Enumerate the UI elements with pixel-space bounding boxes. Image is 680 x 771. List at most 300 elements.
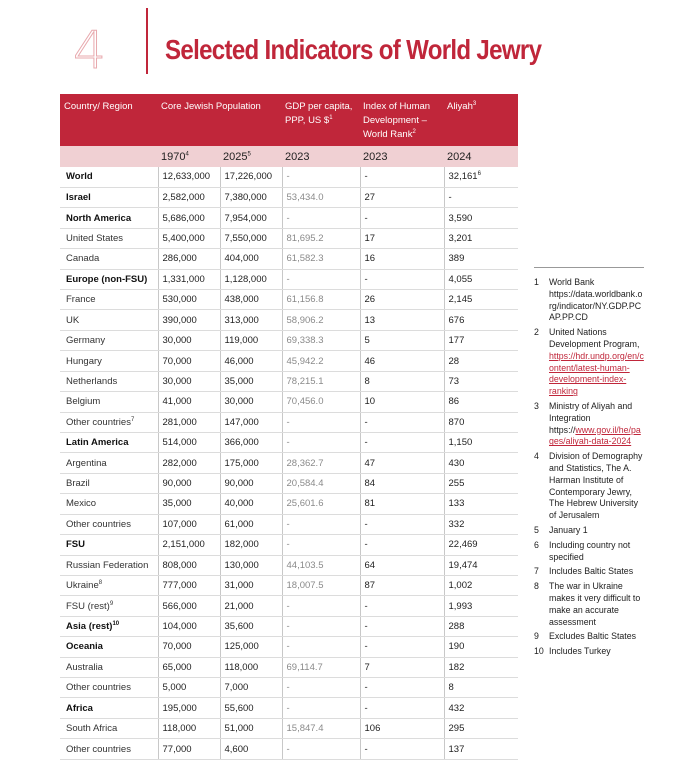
hdi-cell bbox=[360, 330, 444, 350]
aliyah-cell bbox=[444, 412, 518, 432]
gdp-cell bbox=[282, 637, 360, 657]
population-1970-cell bbox=[158, 718, 220, 738]
aliyah-cell-text: 295 bbox=[448, 723, 465, 735]
table-row bbox=[60, 739, 518, 759]
hdi-cell bbox=[360, 453, 444, 473]
gdp-cell bbox=[282, 371, 360, 391]
population-2025-cell-text: 175,000 bbox=[224, 457, 259, 469]
footnote-number: 8 bbox=[534, 581, 539, 592]
table-row bbox=[60, 575, 518, 595]
hdi-cell bbox=[360, 473, 444, 493]
population-2025-cell-text: 51,000 bbox=[224, 723, 254, 735]
hdi-cell bbox=[360, 596, 444, 616]
aliyah-cell bbox=[444, 555, 518, 575]
population-1970-cell-text: 107,000 bbox=[162, 518, 197, 530]
country-cell bbox=[60, 187, 158, 207]
population-1970-cell-text: 5,400,000 bbox=[162, 232, 205, 244]
population-2025-cell bbox=[220, 494, 282, 514]
aliyah-cell-text: 73 bbox=[448, 375, 460, 387]
gdp-cell bbox=[282, 698, 360, 718]
country-cell bbox=[60, 167, 158, 187]
country-cell-text: North America bbox=[66, 212, 132, 224]
population-1970-cell bbox=[158, 453, 220, 473]
hdi-cell-text: 27 bbox=[364, 192, 376, 204]
gdp-cell-text: - bbox=[286, 437, 290, 449]
table-row bbox=[60, 657, 518, 677]
table-row bbox=[60, 392, 518, 412]
page-title: Selected Indicators of World Jewry bbox=[165, 34, 542, 65]
footnote-text bbox=[549, 540, 644, 564]
gdp-cell-text: 45,942.2 bbox=[286, 355, 324, 367]
footnote-number: 2 bbox=[534, 327, 539, 338]
aliyah-cell bbox=[444, 351, 518, 371]
hdi-cell bbox=[360, 698, 444, 718]
gdp-cell-text: - bbox=[286, 682, 290, 694]
aliyah-cell-text: 8 bbox=[448, 682, 454, 694]
population-1970-cell bbox=[158, 575, 220, 595]
header-gdp bbox=[282, 94, 360, 146]
table-row bbox=[60, 718, 518, 738]
footnote-text-body: Excludes Baltic States bbox=[549, 631, 637, 642]
aliyah-cell bbox=[444, 596, 518, 616]
gdp-cell bbox=[282, 208, 360, 228]
gdp-cell bbox=[282, 596, 360, 616]
gdp-cell bbox=[282, 555, 360, 575]
country-cell-text: Oceania bbox=[66, 641, 103, 653]
population-1970-cell bbox=[158, 596, 220, 616]
gdp-cell bbox=[282, 228, 360, 248]
hdi-cell-text: 47 bbox=[364, 457, 376, 469]
gdp-cell-text: 70,456.0 bbox=[286, 396, 324, 408]
aliyah-cell-text: 389 bbox=[448, 253, 465, 265]
aliyah-cell-text: 430 bbox=[448, 457, 465, 469]
population-1970-cell-text: 118,000 bbox=[162, 723, 197, 735]
footnote-link[interactable]: www.gov.il/he/pages/aliyah-data-2024 bbox=[549, 424, 641, 447]
population-1970-cell bbox=[158, 432, 220, 452]
population-1970-cell-text: 5,000 bbox=[162, 682, 187, 694]
population-2025-cell bbox=[220, 575, 282, 595]
footnotes bbox=[534, 267, 644, 661]
population-2025-cell-text: 119,000 bbox=[224, 335, 259, 347]
aliyah-cell bbox=[444, 575, 518, 595]
hdi-cell bbox=[360, 718, 444, 738]
gdp-cell-text: 61,582.3 bbox=[286, 253, 324, 265]
country-cell bbox=[60, 555, 158, 575]
country-footnote-ref: 7 bbox=[130, 416, 135, 423]
population-2025-cell bbox=[220, 678, 282, 698]
header-gdp-sup: 1 bbox=[329, 114, 333, 121]
table-row bbox=[60, 535, 518, 555]
gdp-cell-text: - bbox=[286, 702, 290, 714]
population-1970-cell bbox=[158, 392, 220, 412]
population-2025-cell-text: 7,550,000 bbox=[224, 232, 267, 244]
gdp-cell-text: - bbox=[286, 273, 290, 285]
aliyah-cell-text: 177 bbox=[448, 335, 465, 347]
footnote-text bbox=[549, 646, 644, 658]
country-cell bbox=[60, 596, 158, 616]
country-cell-text: Russian Federation bbox=[66, 559, 149, 571]
country-cell-text: Brazil bbox=[66, 478, 90, 490]
gdp-cell-text: 69,338.3 bbox=[286, 335, 324, 347]
table-header-row bbox=[60, 94, 518, 146]
population-1970-cell bbox=[158, 208, 220, 228]
aliyah-cell-text: 1,150 bbox=[448, 437, 473, 449]
aliyah-cell bbox=[444, 657, 518, 677]
aliyah-cell-text: 22,469 bbox=[448, 539, 478, 551]
table-row bbox=[60, 412, 518, 432]
hdi-cell-text: 8 bbox=[364, 375, 370, 387]
country-cell bbox=[60, 228, 158, 248]
header-hdi-label: Index of Human Development – World Rank bbox=[363, 101, 431, 140]
population-2025-cell-text: 46,000 bbox=[224, 355, 254, 367]
population-2025-cell-text: 4,600 bbox=[224, 743, 249, 755]
gdp-cell-text: 61,156.8 bbox=[286, 294, 324, 306]
population-2025-cell-text: 438,000 bbox=[224, 294, 259, 306]
footnote-number: 6 bbox=[534, 539, 539, 550]
hdi-cell-text: - bbox=[364, 273, 368, 285]
table-row bbox=[60, 453, 518, 473]
population-1970-cell bbox=[158, 330, 220, 350]
hdi-cell-text: - bbox=[364, 518, 368, 530]
footnote-item bbox=[534, 540, 644, 564]
gdp-cell bbox=[282, 718, 360, 738]
hdi-cell-text: - bbox=[364, 600, 368, 612]
hdi-cell-text: 106 bbox=[364, 723, 381, 735]
population-2025-cell bbox=[220, 657, 282, 677]
aliyah-cell bbox=[444, 718, 518, 738]
population-1970-cell-text: 35,000 bbox=[162, 498, 192, 510]
hdi-cell-text: 10 bbox=[364, 396, 376, 408]
table-row bbox=[60, 616, 518, 636]
gdp-cell-text: - bbox=[286, 641, 290, 653]
gdp-cell-text: 28,362.7 bbox=[286, 457, 324, 469]
hdi-cell bbox=[360, 310, 444, 330]
aliyah-cell-text: 432 bbox=[448, 702, 465, 714]
country-cell bbox=[60, 698, 158, 718]
aliyah-cell-text: 19,474 bbox=[448, 559, 478, 571]
table-row bbox=[60, 678, 518, 698]
hdi-cell-text: - bbox=[364, 416, 368, 428]
country-cell bbox=[60, 371, 158, 391]
aliyah-cell bbox=[444, 678, 518, 698]
population-2025-cell bbox=[220, 351, 282, 371]
hdi-cell bbox=[360, 535, 444, 555]
hdi-cell bbox=[360, 167, 444, 187]
footnote-number: 10 bbox=[534, 646, 544, 657]
population-2025-cell bbox=[220, 555, 282, 575]
gdp-cell-text: - bbox=[286, 212, 290, 224]
country-cell-text: UK bbox=[66, 314, 80, 326]
population-2025-cell bbox=[220, 596, 282, 616]
country-cell-text: Other countries bbox=[66, 518, 131, 530]
country-cell-text: Ukraine bbox=[66, 580, 99, 592]
population-2025-cell-text: 17,226,000 bbox=[224, 171, 273, 183]
footnote-text bbox=[549, 401, 644, 448]
footnote-item bbox=[534, 277, 644, 324]
hdi-cell-text: - bbox=[364, 171, 368, 183]
gdp-cell-text: 78,215.1 bbox=[286, 375, 324, 387]
population-2025-cell-text: 147,000 bbox=[224, 416, 259, 428]
population-2025-cell bbox=[220, 453, 282, 473]
footnote-text bbox=[549, 277, 644, 324]
footnote-text bbox=[549, 327, 644, 398]
footnote-number: 1 bbox=[534, 277, 539, 287]
hdi-cell bbox=[360, 637, 444, 657]
footnote-link[interactable]: https://hdr.undp.org/en/content/latest-human-development-index-ranking bbox=[549, 350, 644, 397]
gdp-cell-text: 25,601.6 bbox=[286, 498, 324, 510]
country-cell-text: Mexico bbox=[66, 498, 97, 510]
population-2025-cell bbox=[220, 616, 282, 636]
gdp-cell bbox=[282, 249, 360, 269]
country-cell-text: Other countries bbox=[66, 682, 131, 694]
population-2025-cell bbox=[220, 535, 282, 555]
year-2025-label: 2025 bbox=[223, 150, 248, 163]
population-2025-cell bbox=[220, 187, 282, 207]
aliyah-cell-text: 676 bbox=[448, 314, 465, 326]
gdp-cell bbox=[282, 739, 360, 759]
country-cell bbox=[60, 473, 158, 493]
country-cell-text: Germany bbox=[66, 335, 106, 347]
country-footnote-ref: 10 bbox=[112, 620, 120, 627]
country-cell bbox=[60, 657, 158, 677]
population-2025-cell-text: 7,380,000 bbox=[224, 192, 267, 204]
country-cell bbox=[60, 616, 158, 636]
country-cell bbox=[60, 514, 158, 534]
population-1970-cell-text: 65,000 bbox=[162, 661, 192, 673]
table-body bbox=[60, 167, 518, 759]
hdi-cell bbox=[360, 616, 444, 636]
aliyah-cell bbox=[444, 187, 518, 207]
hdi-cell bbox=[360, 290, 444, 310]
population-2025-cell-text: 125,000 bbox=[224, 641, 259, 653]
hdi-cell-text: 64 bbox=[364, 559, 376, 571]
hdi-cell bbox=[360, 575, 444, 595]
population-2025-cell-text: 7,000 bbox=[224, 682, 249, 694]
aliyah-cell-text: 870 bbox=[448, 416, 465, 428]
gdp-cell-text: 15,847.4 bbox=[286, 723, 324, 735]
hdi-cell-text: 46 bbox=[364, 355, 376, 367]
hdi-cell-text: 5 bbox=[364, 335, 370, 347]
country-footnote-ref: 8 bbox=[98, 579, 103, 586]
country-cell-text: Belgium bbox=[66, 396, 101, 408]
aliyah-cell bbox=[444, 494, 518, 514]
population-1970-cell-text: 70,000 bbox=[162, 355, 192, 367]
population-1970-cell bbox=[158, 514, 220, 534]
population-2025-cell bbox=[220, 208, 282, 228]
country-cell-text: United States bbox=[66, 232, 124, 244]
aliyah-cell-text: 3,201 bbox=[448, 232, 473, 244]
hdi-cell-text: - bbox=[364, 620, 368, 632]
population-2025-cell bbox=[220, 637, 282, 657]
population-1970-cell bbox=[158, 473, 220, 493]
footnote-text-body: Including country not specified bbox=[549, 539, 631, 562]
hdi-cell-text: 7 bbox=[364, 661, 370, 673]
footnote-item bbox=[534, 581, 644, 628]
table-row bbox=[60, 371, 518, 391]
population-1970-cell-text: 390,000 bbox=[162, 314, 197, 326]
gdp-cell bbox=[282, 494, 360, 514]
population-2025-cell bbox=[220, 739, 282, 759]
table-row bbox=[60, 208, 518, 228]
gdp-cell bbox=[282, 657, 360, 677]
hdi-cell-text: - bbox=[364, 437, 368, 449]
country-cell-text: Australia bbox=[66, 661, 103, 673]
aliyah-cell bbox=[444, 269, 518, 289]
hdi-cell bbox=[360, 392, 444, 412]
population-2025-cell bbox=[220, 698, 282, 718]
year-2025-sup: 5 bbox=[247, 150, 251, 157]
population-1970-cell bbox=[158, 698, 220, 718]
table-row bbox=[60, 473, 518, 493]
population-1970-cell-text: 282,000 bbox=[162, 457, 197, 469]
population-2025-cell bbox=[220, 269, 282, 289]
hdi-cell-text: - bbox=[364, 539, 368, 551]
gdp-cell-text: - bbox=[286, 171, 290, 183]
table-row bbox=[60, 187, 518, 207]
hdi-cell bbox=[360, 249, 444, 269]
table-row bbox=[60, 432, 518, 452]
population-2025-cell bbox=[220, 473, 282, 493]
population-2025-cell-text: 1,128,000 bbox=[224, 273, 267, 285]
aliyah-cell bbox=[444, 698, 518, 718]
hdi-cell-text: - bbox=[364, 641, 368, 653]
population-1970-cell-text: 70,000 bbox=[162, 641, 192, 653]
hdi-cell bbox=[360, 432, 444, 452]
hdi-cell bbox=[360, 228, 444, 248]
gdp-cell bbox=[282, 167, 360, 187]
table-row bbox=[60, 290, 518, 310]
gdp-cell bbox=[282, 351, 360, 371]
footnote-item bbox=[534, 327, 644, 398]
gdp-cell-text: 18,007.5 bbox=[286, 580, 324, 592]
population-2025-cell-text: 21,000 bbox=[224, 600, 254, 612]
table-row bbox=[60, 249, 518, 269]
country-cell bbox=[60, 432, 158, 452]
population-1970-cell bbox=[158, 555, 220, 575]
hdi-cell-text: 16 bbox=[364, 253, 376, 265]
footnote-item bbox=[534, 566, 644, 578]
population-2025-cell-text: 404,000 bbox=[224, 253, 259, 265]
population-1970-cell bbox=[158, 167, 220, 187]
country-cell-text: Argentina bbox=[66, 457, 107, 469]
population-1970-cell bbox=[158, 412, 220, 432]
hdi-cell bbox=[360, 371, 444, 391]
aliyah-cell bbox=[444, 167, 518, 187]
population-2025-cell-text: 130,000 bbox=[224, 559, 259, 571]
aliyah-cell bbox=[444, 392, 518, 412]
chapter-number: 4 bbox=[73, 21, 107, 81]
population-2025-cell bbox=[220, 290, 282, 310]
hdi-cell-text: - bbox=[364, 702, 368, 714]
hdi-cell bbox=[360, 351, 444, 371]
population-2025-cell bbox=[220, 167, 282, 187]
table-row bbox=[60, 310, 518, 330]
header-aliyah-sup: 3 bbox=[472, 100, 477, 107]
gdp-cell bbox=[282, 535, 360, 555]
country-cell bbox=[60, 575, 158, 595]
header-aliyah bbox=[444, 94, 518, 146]
table-row bbox=[60, 637, 518, 657]
country-cell-text: Asia (rest) bbox=[66, 620, 113, 632]
aliyah-cell bbox=[444, 432, 518, 452]
population-2025-cell-text: 90,000 bbox=[224, 478, 254, 490]
gdp-cell bbox=[282, 432, 360, 452]
table-row bbox=[60, 269, 518, 289]
population-2025-cell bbox=[220, 228, 282, 248]
country-cell-text: Canada bbox=[66, 253, 100, 265]
population-1970-cell-text: 12,633,000 bbox=[162, 171, 211, 183]
country-cell-text: Latin America bbox=[66, 437, 129, 449]
aliyah-cell-text: - bbox=[448, 192, 452, 204]
population-2025-cell bbox=[220, 412, 282, 432]
population-1970-cell bbox=[158, 616, 220, 636]
footnote-text-body: Includes Baltic States bbox=[549, 566, 634, 577]
country-cell-text: Europe (non-FSU) bbox=[66, 273, 148, 285]
population-1970-cell-text: 30,000 bbox=[162, 335, 192, 347]
hdi-cell-text: 84 bbox=[364, 478, 376, 490]
population-1970-cell bbox=[158, 739, 220, 759]
population-2025-cell-text: 31,000 bbox=[224, 580, 254, 592]
gdp-cell-text: 81,695.2 bbox=[286, 232, 324, 244]
population-1970-cell-text: 1,331,000 bbox=[162, 273, 205, 285]
hdi-cell bbox=[360, 555, 444, 575]
footnote-text-body: January 1 bbox=[549, 524, 588, 535]
hdi-cell bbox=[360, 678, 444, 698]
gdp-cell bbox=[282, 575, 360, 595]
country-cell-text: Netherlands bbox=[66, 375, 118, 387]
hdi-cell-text: 13 bbox=[364, 314, 376, 326]
country-cell bbox=[60, 453, 158, 473]
population-1970-cell-text: 90,000 bbox=[162, 478, 192, 490]
population-1970-cell bbox=[158, 494, 220, 514]
header-core-population: Core Jewish Population bbox=[158, 94, 282, 146]
country-cell bbox=[60, 678, 158, 698]
footnote-text bbox=[549, 451, 644, 522]
population-2025-cell-text: 313,000 bbox=[224, 314, 259, 326]
gdp-cell bbox=[282, 514, 360, 534]
population-1970-cell-text: 2,151,000 bbox=[162, 539, 205, 551]
gdp-cell-text: 44,103.5 bbox=[286, 559, 324, 571]
aliyah-cell-text: 1,993 bbox=[448, 600, 473, 612]
aliyah-cell bbox=[444, 616, 518, 636]
hdi-cell-text: 17 bbox=[364, 232, 376, 244]
gdp-cell bbox=[282, 473, 360, 493]
hdi-cell bbox=[360, 514, 444, 534]
country-cell bbox=[60, 718, 158, 738]
gdp-cell-text: - bbox=[286, 600, 290, 612]
footnote-text-body: Ministry of Aliyah and Integration https:// bbox=[549, 400, 633, 435]
population-2025-cell-text: 118,000 bbox=[224, 661, 259, 673]
country-footnote-ref: 9 bbox=[109, 600, 114, 607]
gdp-cell-text: - bbox=[286, 518, 290, 530]
footnote-number: 7 bbox=[534, 566, 539, 577]
population-1970-cell-text: 514,000 bbox=[162, 437, 197, 449]
year-1970-label: 1970 bbox=[161, 150, 186, 163]
population-2025-cell-text: 55,600 bbox=[224, 702, 254, 714]
aliyah-cell-text: 28 bbox=[448, 355, 460, 367]
country-cell-text: Israel bbox=[66, 192, 91, 204]
population-1970-cell bbox=[158, 269, 220, 289]
country-cell bbox=[60, 535, 158, 555]
hdi-cell-text: 81 bbox=[364, 498, 376, 510]
hdi-cell bbox=[360, 494, 444, 514]
aliyah-cell-text: 86 bbox=[448, 396, 460, 408]
header-hdi-sup: 2 bbox=[412, 128, 416, 135]
hdi-cell bbox=[360, 208, 444, 228]
gdp-cell bbox=[282, 290, 360, 310]
population-2025-cell bbox=[220, 249, 282, 269]
country-cell bbox=[60, 208, 158, 228]
